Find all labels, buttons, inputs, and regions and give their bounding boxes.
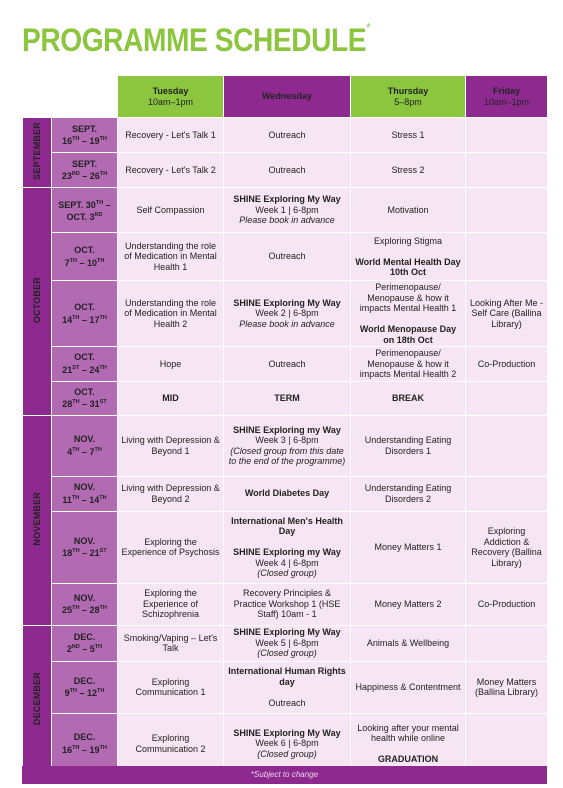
table-row [23,281,548,347]
tuesday-session: Self Compassion [118,188,224,233]
thursday-session: Exploring Stigma World Mental Health Day 10th Oct [351,233,466,281]
table-row [23,476,548,511]
schedule-table [22,75,548,775]
week-date: OCT. 14TH – 17TH [52,281,118,347]
table-row [23,153,548,188]
thursday-session: Motivation [351,188,466,233]
table-row [23,661,548,713]
table-row [23,188,548,233]
month-december: DECEMBER [23,625,52,774]
friday-session [466,118,548,153]
wednesday-session: Outreach [224,118,351,153]
wednesday-session: Recovery Principles & Practice Workshop 1 (HSE Staff) 10am - 1 [224,583,351,625]
thursday-session: Money Matters 2 [351,583,466,625]
week-date: SEPT. 16TH – 19TH [52,118,118,153]
wednesday-session: TERM [224,381,351,415]
wednesday-session: SHINE Exploring My Way Week 6 | 6-8pm (Closed group) [224,713,351,774]
friday-session [466,625,548,661]
tuesday-session: Smoking/Vaping – Let's Talk [118,625,224,661]
table-row [23,713,548,774]
month-october: OCTOBER [23,188,52,416]
friday-session [466,188,548,233]
table-row [23,583,548,625]
thursday-session: Animals & Wellbeing [351,625,466,661]
footer-note: *Subject to change [22,766,547,784]
header-tuesday: Tuesday 10am–1pm [118,76,224,118]
week-date: DEC. 2ND – 5TH [52,625,118,661]
week-date: SEPT. 23RD – 26TH [52,153,118,188]
week-date: SEPT. 30TH – OCT. 3RD [52,188,118,233]
thursday-session: Happiness & Contentment [351,661,466,713]
tuesday-session: Living with Depression & Beyond 1 [118,415,224,476]
friday-session [466,153,548,188]
table-row [23,233,548,281]
tuesday-session: Exploring the Experience of Schizophrenia [118,583,224,625]
header-thursday: Thursday 5–8pm [351,76,466,118]
wednesday-session: World Diabetes Day [224,476,351,511]
week-date: NOV. 11TH – 14TH [52,476,118,511]
thursday-session: Perimenopause/ Menopause & how it impacts Mental Health 2 [351,347,466,382]
header-friday: Friday 10am–1pm [466,76,548,118]
page-title: PROGRAMME SCHEDULE* [22,20,371,58]
friday-session: Looking After Me - Self Care (Ballina Library) [466,281,548,347]
tuesday-session: Exploring Communication 2 [118,713,224,774]
week-date: DEC. 16TH – 19TH [52,713,118,774]
thursday-session: BREAK [351,381,466,415]
thursday-session: Money Matters 1 [351,511,466,583]
thursday-session: Stress 1 [351,118,466,153]
tuesday-session: Understanding the role of Medication in Mental Health 2 [118,281,224,347]
friday-session [466,713,548,774]
tuesday-session: Exploring Communication 1 [118,661,224,713]
thursday-session: Understanding Eating Disorders 1 [351,415,466,476]
header-blank [23,76,118,118]
week-date: OCT. 21ST – 24TH [52,347,118,382]
month-september: SEPTEMBER [23,118,52,188]
table-row [23,415,548,476]
tuesday-session: Hope [118,347,224,382]
tuesday-session: MID [118,381,224,415]
thursday-session: Stress 2 [351,153,466,188]
week-date: OCT. 28TH – 31ST [52,381,118,415]
friday-session [466,381,548,415]
tuesday-session: Exploring the Experience of Psychosis [118,511,224,583]
week-date: NOV. 25TH – 28TH [52,583,118,625]
wednesday-session: Outreach [224,347,351,382]
wednesday-session: International Human Rights day Outreach [224,661,351,713]
friday-session [466,415,548,476]
friday-session: Exploring Addiction & Recovery (Ballina Library) [466,511,548,583]
tuesday-session: Recovery - Let's Talk 2 [118,153,224,188]
tuesday-session: Living with Depression & Beyond 2 [118,476,224,511]
wednesday-session: Outreach [224,233,351,281]
friday-session [466,476,548,511]
week-date: NOV. 18TH – 21ST [52,511,118,583]
thursday-session: Looking after your mental health while online GRADUATION [351,713,466,774]
friday-session [466,233,548,281]
table-row [23,118,548,153]
wednesday-session: SHINE Exploring My Way Week 5 | 6-8pm (Closed group) [224,625,351,661]
table-row [23,625,548,661]
wednesday-session: Outreach [224,153,351,188]
wednesday-session: SHINE Exploring my Way Week 3 | 6-8pm (Closed group from this date to the end of the programme) [224,415,351,476]
table-row [23,381,548,415]
tuesday-session: Understanding the role of Medication in Mental Health 1 [118,233,224,281]
table-row [23,347,548,382]
wednesday-session: SHINE Exploring My Way Week 1 | 6-8pm Please book in advance [224,188,351,233]
tuesday-session: Recovery - Let's Talk 1 [118,118,224,153]
week-date: DEC. 9TH – 12TH [52,661,118,713]
table-row [23,511,548,583]
month-november: NOVEMBER [23,415,52,625]
week-date: OCT. 7TH – 10TH [52,233,118,281]
friday-session: Co-Production [466,583,548,625]
thursday-session: Perimenopause/ Menopause & how it impacts Mental Health 1 World Menopause Day on 18th Oct [351,281,466,347]
header-wednesday: Wednesday [224,76,351,118]
thursday-session: Understanding Eating Disorders 2 [351,476,466,511]
week-date: NOV. 4TH – 7TH [52,415,118,476]
friday-session: Co-Production [466,347,548,382]
friday-session: Money Matters (Ballina Library) [466,661,548,713]
title-asterisk: * [366,20,371,35]
wednesday-session: International Men's Health Day SHINE Exploring my Way Week 4 | 6-8pm (Closed group) [224,511,351,583]
wednesday-session: SHINE Exploring My Way Week 2 | 6-8pm Please book in advance [224,281,351,347]
header-row [23,76,548,118]
